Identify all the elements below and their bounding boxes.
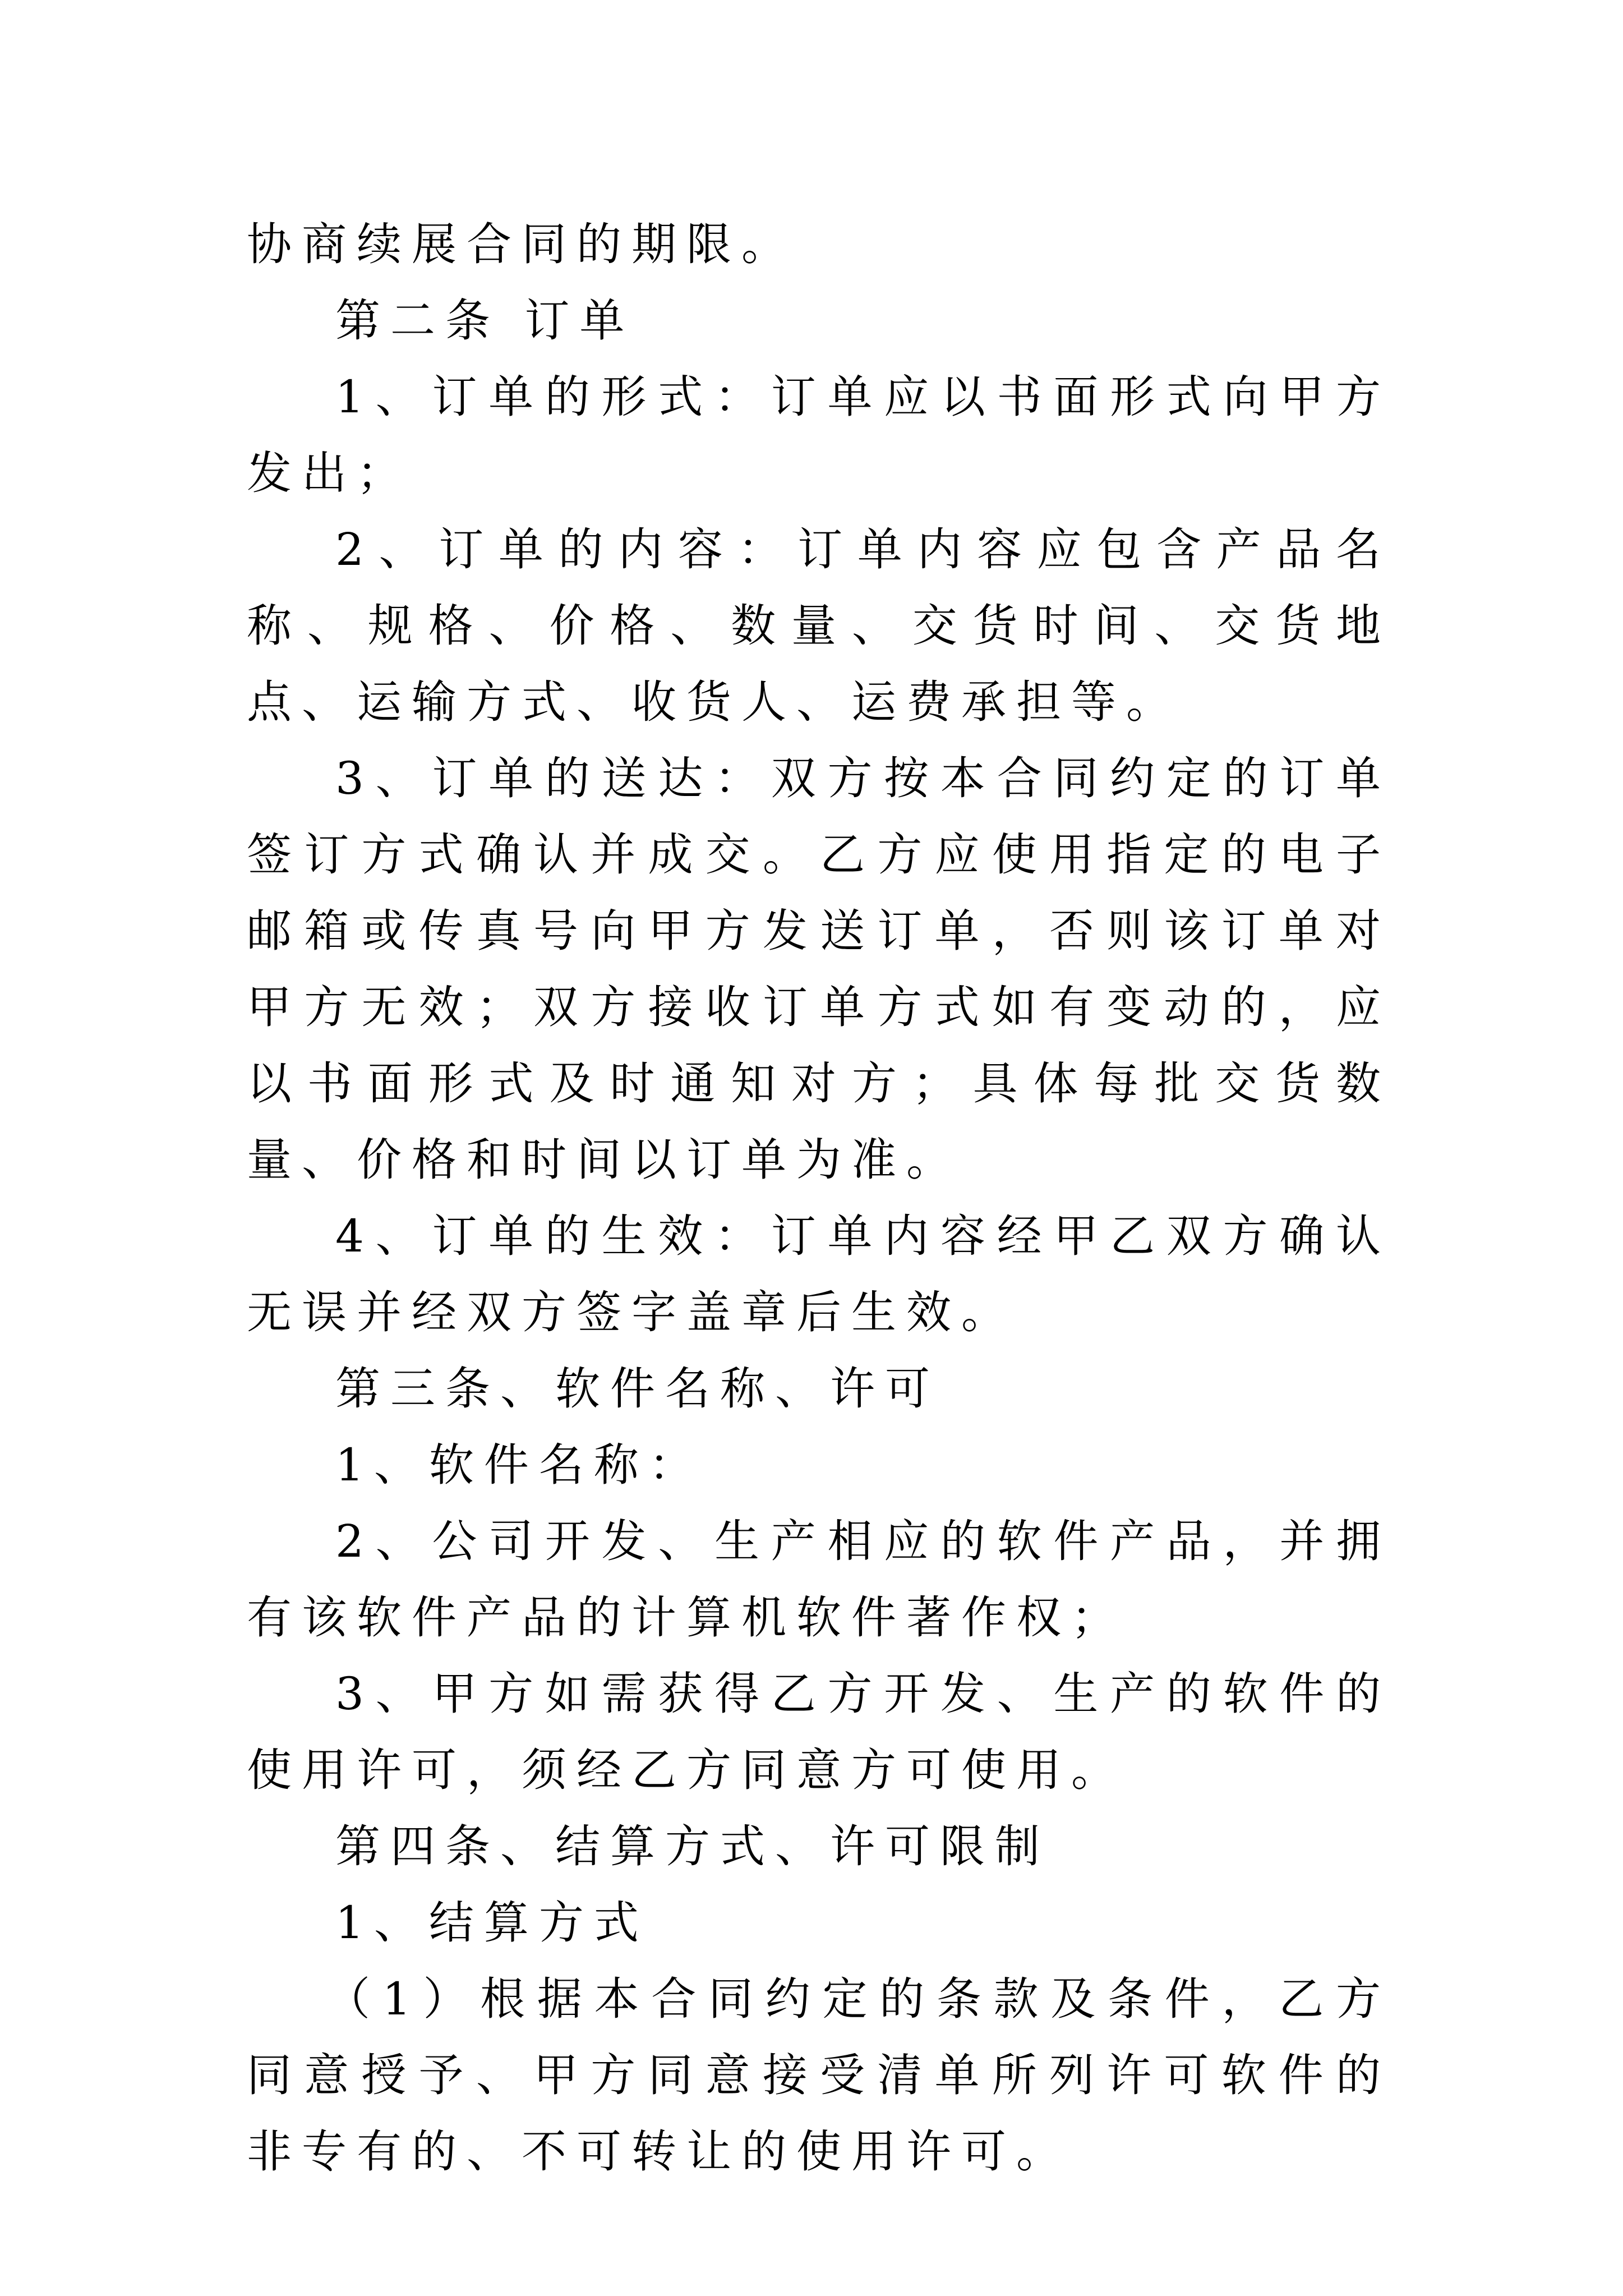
- paragraph-order-delivery: 3、订单的送达：双方按本合同约定的订单签订方式确认并成交。乙方应使用指定的电子邮箱或传真号向甲方发送订单，否则该订单对甲方无效；双方接收订单方式如有变动的，应以书面形式及时通知对方；具体每批交货数量、价格和时间以订单为准。: [247, 752, 1391, 1186]
- paragraph-order-form: 1、订单的形式：订单应以书面形式向甲方发出；: [247, 371, 1391, 499]
- document-body: [247, 206, 1391, 2190]
- paragraph-software-copyright: 2、公司开发、生产相应的软件产品，并拥有该软件产品的计算机软件著作权；: [247, 1515, 1391, 1644]
- paragraph-settlement-method: 1、结算方式: [335, 1897, 649, 1949]
- paragraph-order-content: 2、订单的内容：订单内容应包含产品名称、规格、价格、数量、交货时间、交货地点、运输方式、收货人、运费承担等。: [247, 523, 1391, 728]
- article-2-heading: 第二条 订单: [335, 295, 635, 347]
- article-3-heading: 第三条、软件名称、许可: [335, 1363, 940, 1415]
- paragraph-order-effect: 4、订单的生效：订单内容经甲乙双方确认无误并经双方签字盖章后生效。: [247, 1210, 1391, 1338]
- paragraph-software-name: 1、软件名称：: [335, 1439, 704, 1491]
- paragraph-software-license: 3、甲方如需获得乙方开发、生产的软件的使用许可，须经乙方同意方可使用。: [247, 1668, 1391, 1796]
- paragraph-contract-term-renewal: 协商续展合同的期限。: [247, 218, 796, 270]
- paragraph-license-grant: （1）根据本合同约定的条款及条件，乙方同意授予、甲方同意接受清单所列许可软件的非专有的、不可转让的使用许可。: [247, 1973, 1391, 2178]
- article-4-heading: 第四条、结算方式、许可限制: [335, 1820, 1050, 1872]
